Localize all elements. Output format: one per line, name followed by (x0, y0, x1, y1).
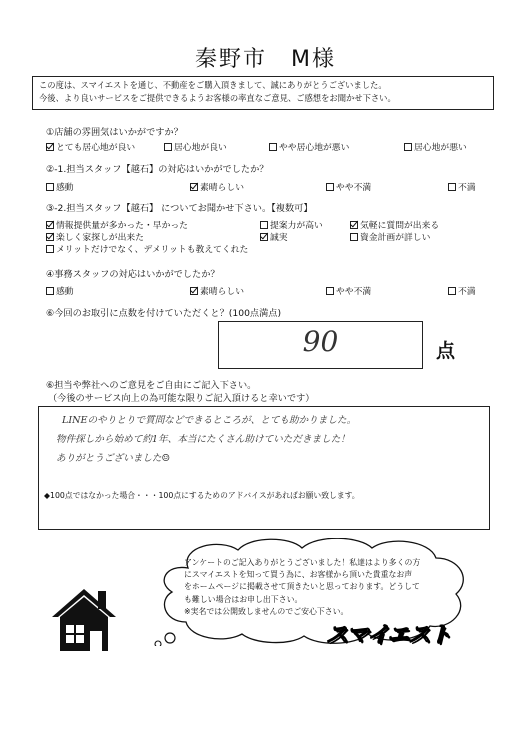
page-title: 秦野市 M様 (195, 47, 336, 72)
question-subtitle: （今後のサービス向上の為可能な限りご記入頂けると幸いです） (48, 393, 315, 404)
option-checkbox[interactable]: やや不満 (326, 180, 371, 193)
checkbox-icon[interactable] (46, 143, 54, 151)
advice-note: ◆100点ではなかった場合・・・100点にするためのアドバイスがあればお願い致します。 (44, 491, 360, 500)
checkbox-icon[interactable] (164, 143, 172, 151)
checkbox-icon[interactable] (448, 287, 456, 295)
handwritten-comment: LINEのやりとりで質問などできるところが、とても助かりました。 (62, 415, 357, 426)
question-4: ④事務スタッフの対応はいかがでしたか？ (46, 269, 220, 280)
cloud-line: にスマイエストを知って買う為に、お客様から頂いた貴重なお声 (184, 570, 413, 580)
checkbox-icon[interactable] (326, 183, 334, 191)
cloud-line: をホームページに掲載させて頂きたいと思っております。どうして (184, 582, 420, 592)
intro-line: 今後、より良いサービスをご提供できるようお客様の率直なご意見、ご感想をお聞かせ下さい。 (39, 93, 396, 103)
question-2: ②-1.担当スタッフ【越石】の対応はいかがでしたか？ (46, 164, 269, 175)
cloud-text (184, 557, 452, 618)
checkbox-icon[interactable] (260, 221, 268, 229)
option-checkbox[interactable]: やや不満 (326, 284, 371, 297)
cloud-line: ※実名では公開致しませんのでご安心下さい。 (184, 606, 349, 616)
option-checkbox[interactable]: 居心地が良い (164, 140, 227, 153)
checkbox-icon[interactable] (350, 233, 358, 241)
option-checkbox[interactable]: 居心地が悪い (404, 140, 467, 153)
option-checkbox[interactable]: 不満 (448, 284, 476, 297)
checkbox-icon[interactable] (326, 287, 334, 295)
option-checkbox[interactable]: 感動 (46, 284, 74, 297)
checkbox-icon[interactable] (46, 183, 54, 191)
checkbox-icon[interactable] (269, 143, 277, 151)
option-checkbox[interactable]: 提案力が高い (260, 218, 323, 231)
intro-line: この度は、スマイエストを通じ、不動産をご購入頂きまして、誠にありがとうございました。 (39, 80, 387, 90)
option-checkbox[interactable]: メリットだけでなく、デメリットも教えてくれた (46, 242, 248, 255)
handwritten-comment: 物件探しから始めて約1年、本当にたくさん助けていただきました！ (56, 434, 350, 445)
option-checkbox[interactable]: 素晴らしい (190, 284, 244, 297)
checkbox-icon[interactable] (190, 183, 198, 191)
option-checkbox[interactable]: 不満 (448, 180, 476, 193)
checkbox-icon[interactable] (46, 245, 54, 253)
smaiest-logo: スマイエスト (326, 623, 451, 648)
checkbox-icon[interactable] (260, 233, 268, 241)
checkbox-icon[interactable] (46, 287, 54, 295)
checkbox-icon[interactable] (350, 221, 358, 229)
question-1: ①店舗の雰囲気はいかがですか？ (46, 127, 183, 138)
option-checkbox[interactable]: やや居心地が悪い (269, 140, 349, 153)
question-comments: ⑥担当や弊社へのご意見をご自由にご記入下さい。 (46, 380, 257, 391)
question-score: ⑥今回のお取引に点数を付けていただくと？(100点満点) (46, 308, 282, 319)
handwritten-comment: ありがとうございました☺ (56, 453, 171, 464)
cloud-line: も難しい場合はお申し出下さい。 (184, 594, 303, 604)
score-unit: 点 (436, 340, 456, 362)
option-checkbox[interactable]: とても居心地が良い (46, 140, 135, 153)
house-icon (48, 585, 120, 655)
option-checkbox[interactable]: 資金計画が詳しい (350, 230, 430, 243)
option-checkbox[interactable]: 感動 (46, 180, 74, 193)
option-checkbox[interactable]: 誠実 (260, 230, 288, 243)
checkbox-icon[interactable] (46, 221, 54, 229)
checkbox-icon[interactable] (448, 183, 456, 191)
checkbox-icon[interactable] (190, 287, 198, 295)
option-checkbox[interactable]: 楽しく家探しが出来た (46, 230, 144, 243)
checkbox-icon[interactable] (404, 143, 412, 151)
intro-box (32, 76, 494, 110)
option-checkbox[interactable]: 気軽に質問が出来る (350, 218, 439, 231)
score-value: 90 (302, 325, 339, 358)
option-checkbox[interactable]: 情報提供量が多かった・早かった (46, 218, 188, 231)
cloud-line: アンケートのご記入ありがとうございました！私達はより多くの方 (184, 558, 421, 567)
checkbox-icon[interactable] (46, 233, 54, 241)
question-3: ③-2.担当スタッフ【越石】 についてお聞かせ下さい。【複数可】 (46, 203, 313, 214)
option-checkbox[interactable]: 素晴らしい (190, 180, 244, 193)
